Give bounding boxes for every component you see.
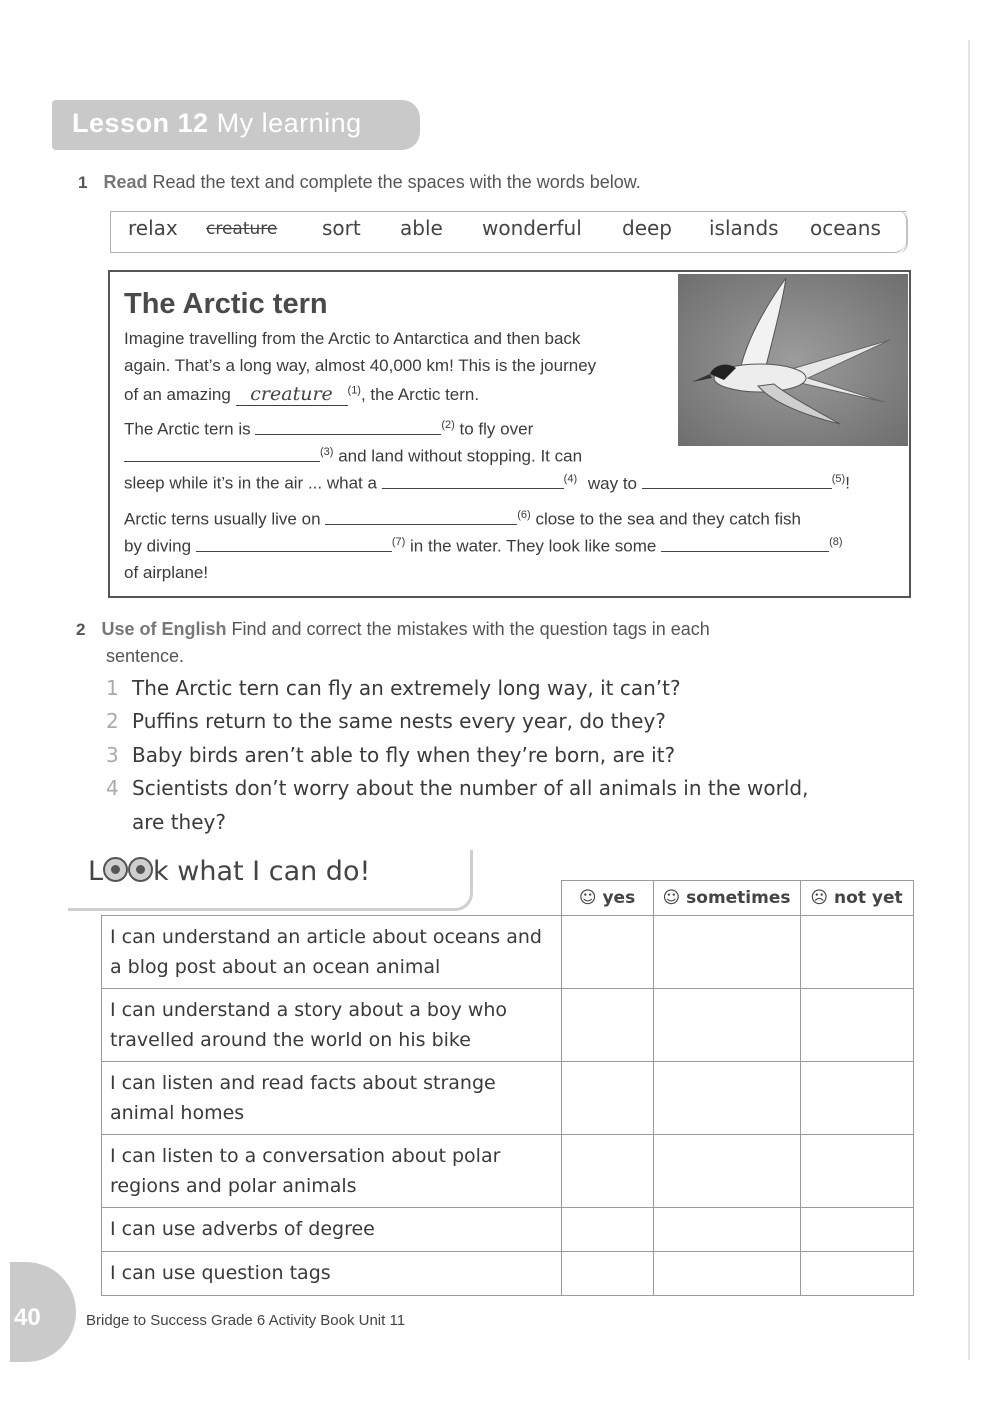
check-sometimes[interactable] (653, 1062, 800, 1135)
check-not-yet[interactable] (800, 1135, 913, 1208)
q1-number: 1 (78, 173, 88, 192)
answer-1: creature (250, 383, 333, 405)
q2-instruction: 2 Use of English Find and correct the mistakes with the question tags in each (76, 619, 710, 639)
word-able: able (400, 216, 443, 240)
article-line: The Arctic tern is $^{(2)}$ to fly over (124, 419, 534, 439)
word-islands: islands (709, 216, 779, 240)
article-line: Arctic terns usually live on $^{(6)}$ close to the sea and they catch fish (124, 509, 802, 529)
check-sometimes[interactable] (653, 989, 800, 1062)
q2-instruction-cont: sentence. (106, 646, 185, 666)
lesson-title (72, 108, 362, 139)
word-oceans: oceans (810, 216, 881, 240)
can-do-statement: I can listen to a conversation about polar regions and polar animals (102, 1135, 562, 1208)
word-relax: relax (128, 216, 178, 240)
header-yes: ☺ yes (561, 881, 653, 916)
look-title: L k what I can do! (88, 856, 371, 887)
q1-instruction (78, 172, 641, 193)
arctic-tern-photo (678, 274, 908, 446)
check-sometimes[interactable] (653, 1252, 800, 1296)
can-do-statement: I can listen and read facts about strange animal homes (102, 1062, 562, 1135)
can-do-statement: I can understand an article about oceans and a blog post about an ocean animal (102, 916, 562, 989)
blank-1[interactable] (236, 383, 348, 406)
article-line: again. That’s a long way, almost 40,000 km! This is the journey (124, 356, 597, 375)
check-yes[interactable] (561, 1062, 653, 1135)
lesson-name: My learning (216, 108, 362, 138)
word-box-edge (896, 211, 908, 253)
word-creature-crossed: creature (206, 219, 278, 239)
article-line: sleep while it’s in the air ... what a $^{(4)}$ way to $^{(5)}$! (124, 473, 850, 493)
check-yes[interactable] (561, 989, 653, 1062)
word-deep: deep (622, 216, 672, 240)
check-sometimes[interactable] (653, 1208, 800, 1252)
q2-number: 2 (76, 620, 86, 639)
article-line: of airplane! (124, 563, 209, 582)
self-assessment-table (101, 880, 914, 1296)
article-line: Imagine travelling from the Arctic to Antarctica and then back (124, 329, 581, 348)
q1-label: Read (103, 172, 148, 192)
footer-text: Bridge to Success Grade 6 Activity Book Unit 11 (86, 1312, 406, 1329)
article-line: $^{(3)}$ and land without stopping. It can (124, 446, 582, 467)
blank-4[interactable] (382, 474, 564, 489)
check-not-yet[interactable] (800, 1252, 913, 1296)
blank-3[interactable] (124, 447, 320, 462)
eye-icon (103, 857, 128, 882)
blank-2[interactable] (255, 420, 441, 435)
check-not-yet[interactable] (800, 1208, 913, 1252)
check-yes[interactable] (561, 1208, 653, 1252)
check-yes[interactable] (561, 1135, 653, 1208)
header-sometimes: ☺ sometimes (653, 881, 800, 916)
can-do-statement: I can understand a story about a boy who travelled around the world on his bike (102, 989, 562, 1062)
blank-8[interactable] (661, 537, 829, 552)
article-line: of an amazing creature $^{(1)}$, the Arctic tern. (124, 383, 480, 405)
blank-5[interactable] (642, 474, 832, 489)
page-edge (968, 40, 970, 1360)
check-yes[interactable] (561, 1252, 653, 1296)
q1-text: Read the text and complete the spaces with the words below. (152, 172, 641, 192)
word-wonderful: wonderful (482, 216, 582, 240)
sentence: 2 Puffins return to the same nests every year, do they? (106, 709, 666, 733)
can-do-statement: I can use question tags (102, 1252, 562, 1296)
header-not-yet: ☹ not yet (800, 881, 913, 916)
check-sometimes[interactable] (653, 916, 800, 989)
blank-7[interactable] (196, 537, 392, 552)
sentence: 1 The Arctic tern can fly an extremely long way, it can’t? (106, 676, 681, 700)
sentence: 3 Baby birds aren’t able to fly when they’re born, are it? (106, 743, 676, 767)
sentence-cont: are they? (132, 810, 226, 834)
article-line: by diving $^{(7)}$ in the water. They look like some $^{(8)}$ (124, 536, 843, 556)
can-do-statement: I can use adverbs of degree (102, 1208, 562, 1252)
check-not-yet[interactable] (800, 1062, 913, 1135)
eye-icon (128, 857, 153, 882)
blank-6[interactable] (325, 510, 517, 525)
page-number: 40 (14, 1304, 41, 1331)
check-yes[interactable] (561, 916, 653, 989)
check-not-yet[interactable] (800, 989, 913, 1062)
article-title: The Arctic tern (124, 288, 328, 320)
q2-label: Use of English (101, 619, 227, 639)
sentence: 4 Scientists don’t worry about the number of all animals in the world, (106, 776, 809, 800)
word-sort: sort (322, 216, 361, 240)
check-not-yet[interactable] (800, 916, 913, 989)
lesson-number: Lesson 12 (72, 108, 209, 138)
check-sometimes[interactable] (653, 1135, 800, 1208)
